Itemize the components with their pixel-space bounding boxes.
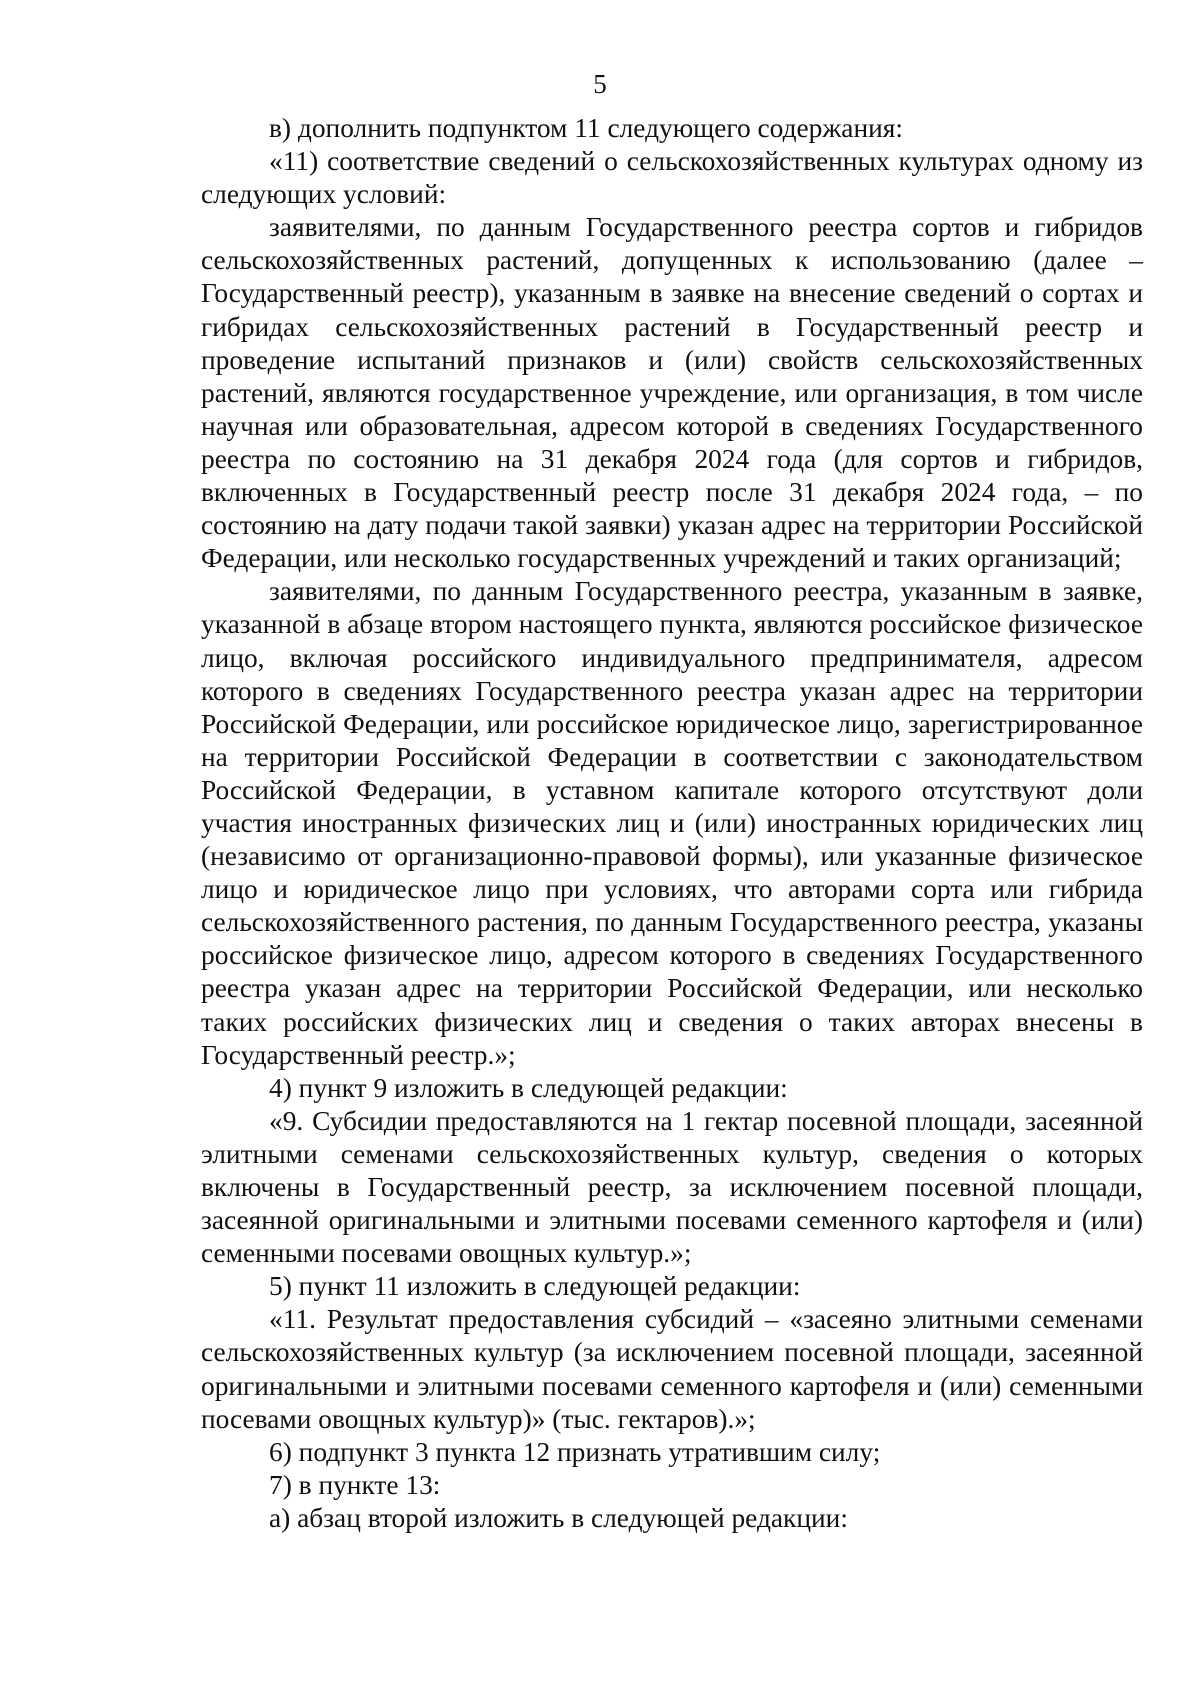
paragraph-item-4: 4) пункт 9 изложить в следующей редакции: [269,1072,788,1103]
paragraph-subpoint-a: а) абзац второй изложить в следующей редакции: [269,1502,848,1533]
paragraph-point-9-text: «9. Субсидии предоставляются на 1 гектар посевной площади, засеянной элитными семенами сельскохозяйственных культур, сведения о которых включены в Государственный реестр, за исключением посевной площади, засеянной оригинальными и элитными посевами семенного картофеля и (или) семенными посевами овощных культур.»; [201,1105,1143,1269]
paragraph-item-6: 6) подпункт 3 пункта 12 признать утратившим силу; [269,1436,881,1467]
paragraph-applicants-state-institutions: заявителями, по данным Государственного реестра сортов и гибридов сельскохозяйственных растений, допущенных к использованию (далее – Государственный реестр), указанным в заявке на внесение сведений о сортах и гибридах сельскохозяйственных растений в Государственный реестр и проведение испытаний признаков и (или) свойств сельскохозяйственных растений, являются государственное учреждение, или организация, в том числе научная или образовательная, адресом которой в сведениях Государственного реестра по состоянию на 31 декабря 2024 года (для сортов и гибридов, включенных в Государственный реестр после 31 декабря 2024 года, – по состоянию на дату подачи такой заявки) указан адрес на территории Российской Федерации, или несколько государственных учреждений и таких организаций; [201,212,1143,574]
paragraph-point-11-text: «11. Результат предоставления субсидий – «засеяно элитными семенами сельскохозяйственных культур (за исключением посевной площади, засеянной оригинальными и элитными посевами семенного картофеля и (или) семенными посевами овощных культур)» (тыс. гектаров).»; [201,1304,1143,1434]
page-number: 5 [593,69,607,99]
paragraph-subpoint-11-intro: «11) соответствие сведений о сельскохозяйственных культурах одному из следующих условий: [201,146,1143,210]
document-body [201,112,1143,1535]
paragraph-subpoint-v: в) дополнить подпунктом 11 следующего содержания: [269,113,903,143]
paragraph-applicants-russian-persons: заявителями, по данным Государственного реестра, указанным в заявке, указанной в абзаце втором настоящего пункта, являются российское физическое лицо, включая российского индивидуального предпринимателя, адресом которого в сведениях Государственного реестра указан адрес на территории Российской Федерации, или российское юридическое лицо, зарегистрированное на территории Российской Федерации в соответствии с законодательством Российской Федерации, в уставном капитале которого отсутствуют доли участия иностранных физических лиц и (или) иностранных юридических лиц (независимо от организационно-правовой формы), или указанные физическое лицо и юридическое лицо при условиях, что авторами сорта или гибрида сельскохозяйственного растения, по данным Государственного реестра, указаны российское физическое лицо, адресом которого в сведениях Государственного реестра указан адрес на территории Российской Федерации, или несколько таких российских физических лиц и сведения о таких авторах внесены в Государственный реестр.»; [201,576,1143,1070]
paragraph-item-7: 7) в пункте 13: [269,1469,441,1500]
paragraph-item-5: 5) пункт 11 изложить в следующей редакции: [269,1271,801,1302]
